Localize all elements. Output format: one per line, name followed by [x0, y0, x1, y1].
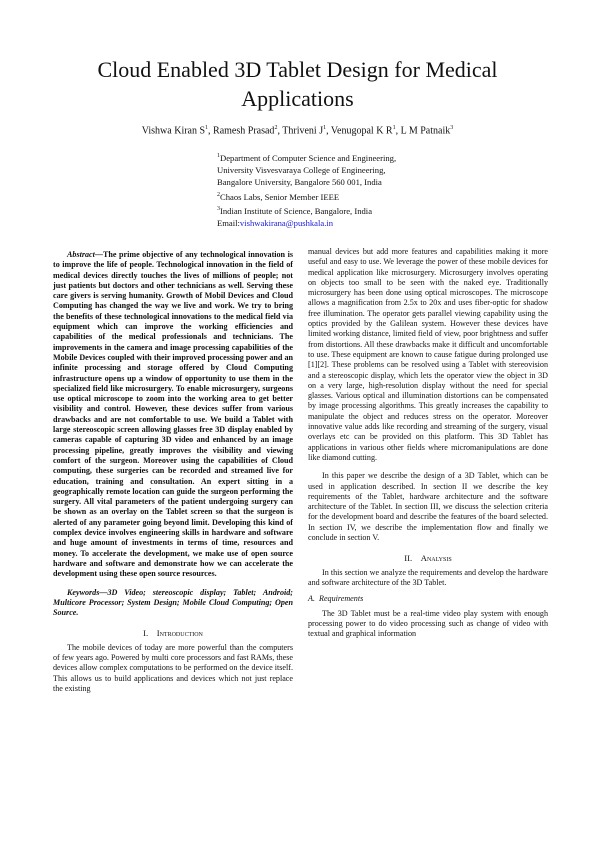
- author-name: Ramesh Prasad: [213, 125, 275, 137]
- section-heading-analysis: II. Analysis: [404, 553, 452, 564]
- author-name: Vishwa Kiran S: [141, 125, 206, 137]
- affiliation-line: Chaos Labs, Senior Member IEEE: [220, 191, 340, 202]
- author-name: Thriveni J: [282, 125, 324, 137]
- keywords-label: Keywords—: [67, 587, 108, 597]
- abstract: [53, 250, 293, 580]
- left-column: [53, 250, 293, 694]
- affiliations: $^1$Department of Computer Science and Engineering, University Visvesvaraya College of Engineering, Bangalore University, Bangalore 560 001, India $^2$Chaos Labs, Senior Member IEEE $^3$Indian Institute of Science, Bangalore, India Email:vishwakirana@pushkala.in: [217, 150, 477, 229]
- abstract-text: The prime objective of any technological innovation is to improve the life of people. Technological innovation in the field of medical devices directly touches the lives of millions of people; not just patients but doctors and other technicians as well. Serving these care givers is serving humanity. Growth of Mobil Devices and Cloud Computing has changed the way we live and work. We try to bring the benefits of these technological innovations to the medical field via equipment which can improve the working efficiencies and capabilities of the medical professionals and technicians. The improvements in the camera and image processing capabilities of the Mobile Devices coupled with their improved processing power and an infinite processing and storage offered by Cloud Computing infrastructure opens up a window of opportunity to use them in the specialized field like microsurgery. To enable microsurgery, surgeons use optical microscope to zoom into the working area to get better visibility and control. However, these devices suffer from various drawbacks and are not comfortable to use. We build a Tablet with large stereoscopic screen allowing glasses free 3D display enabled by cameras capable of capturing 3D video and enhanced by an image processing pipeline, greatly improves the visibility and viewing comfort of the surgeon. Moreover using the capabilities of Cloud computing, these surgeries can be recorded and streamed live for education, training and consultation. An expert sitting in a geographically remote location can guide the surgeon performing the surgery. All vital parameters of the patient undergoing surgery can be shown as an overlay on the Tablet screen so that the surgeon is alerted of any parameter going beyond limit. Developing this kind of complex device involves engineering skills in hardware and software and huge amount of investments in terms of time, resources and money. To accelerate the development, we make use of open source hardware and software and demonstrate how we can accelerate the development using these open source resources.: [53, 250, 293, 579]
- affiliation-line: Indian Institute of Science, Bangalore, India: [220, 205, 373, 216]
- intro-paragraph-2: In this paper we describe the design of a 3D Tablet, which can be used in application described. In section II we describe the key requirements of the Tablet, hardware architecture and the software architecture of the Tablet. In section III, we discuss the selection criteria for the development board and describe the features of the board selected. In section IV, we describe the implementation flow and finally we conclude in section V.: [308, 471, 548, 543]
- affiliation-line: Department of Computer Science and Engineering,: [220, 152, 397, 163]
- abstract-label: Abstract—: [67, 250, 103, 259]
- author-name: Venugopal K R: [330, 125, 393, 137]
- keywords-text: 3D Video; stereoscopic display; Tablet; Android; Multicore Processor; System Design; Mobile Cloud Computing; Open Source.: [53, 587, 293, 618]
- email-link[interactable]: vishwakirana@pushkala.in: [239, 218, 334, 229]
- requirements-paragraph: The 3D Tablet must be a real-time video play system with enough processing power to do video processing such as change of video with textual and graphical information: [308, 608, 548, 639]
- affiliation-line: University Visvesvaraya College of Engineering,: [217, 165, 386, 176]
- right-column: [308, 247, 548, 639]
- email-label: Email:: [217, 218, 240, 229]
- paper-title: Cloud Enabled 3D Tablet Design for Medical Applications: [97, 57, 498, 111]
- author-name: L M Patnaik: [400, 125, 451, 137]
- author-list: Vishwa Kiran $S^1$, Ramesh Prasad$^2$, Thriveni $J^1$, Venugopal K $R^1$, L M Patnaik$^3$: [141, 125, 454, 137]
- intro-paragraph-continued: manual devices but add more features and capabilities making it more useful and easy to use. We leverage the power of these mobile devices for medical application like microsurgery. Microsurgery involves operating on objects too small to be seen with the naked eye. Traditionally microsurgery has been done using optical microscopes. The microscope allows a magnification from 2.5x to 20x and uses fiber-optic for shadow free illumination. The operator gets parallel viewing capability using the optics provided by the Galilean system. However these devices have limited working distance, limited field of view, poor brightness and suffer from distortions. All these drawbacks make it difficult and uncomfortable to use. These equipment are known to cause fatigue during prolonged use [1][2]. These problems can be resolved using a Tablet with stereovision and a stereoscopic display, which lets the operator view the object in 3D on a very large, high-resolution display without the need for special glasses. Various optical and illumination distortions can be compensated by image processing algorithms. This greatly increases the capability to manipulate the object and reduces stress on the operator. Moreover innovative value adds like recording and streaming of the surgery, visual overlays etc can be provided on this platform. This 3D Tablet has applications in various other fields where micromanipulations are done like diamond cutting.: [308, 247, 548, 462]
- intro-paragraph: The mobile devices of today are more powerful than the computers of few years ago. Powered by multi core processors and fast RAMs, these devices allow complex computations to be performed on the device itself. This allows us to build applications and devices which not just replace the existing: [53, 642, 293, 693]
- analysis-paragraph: In this section we analyze the requirements and develop the hardware and software architecture of the 3D Tablet.: [308, 567, 548, 587]
- keywords: [53, 588, 293, 619]
- subsection-heading-requirements: A. Requirements: [308, 594, 364, 604]
- section-heading-introduction: I. Introduction: [143, 628, 203, 639]
- affiliation-line: Bangalore University, Bangalore 560 001, India: [217, 177, 382, 188]
